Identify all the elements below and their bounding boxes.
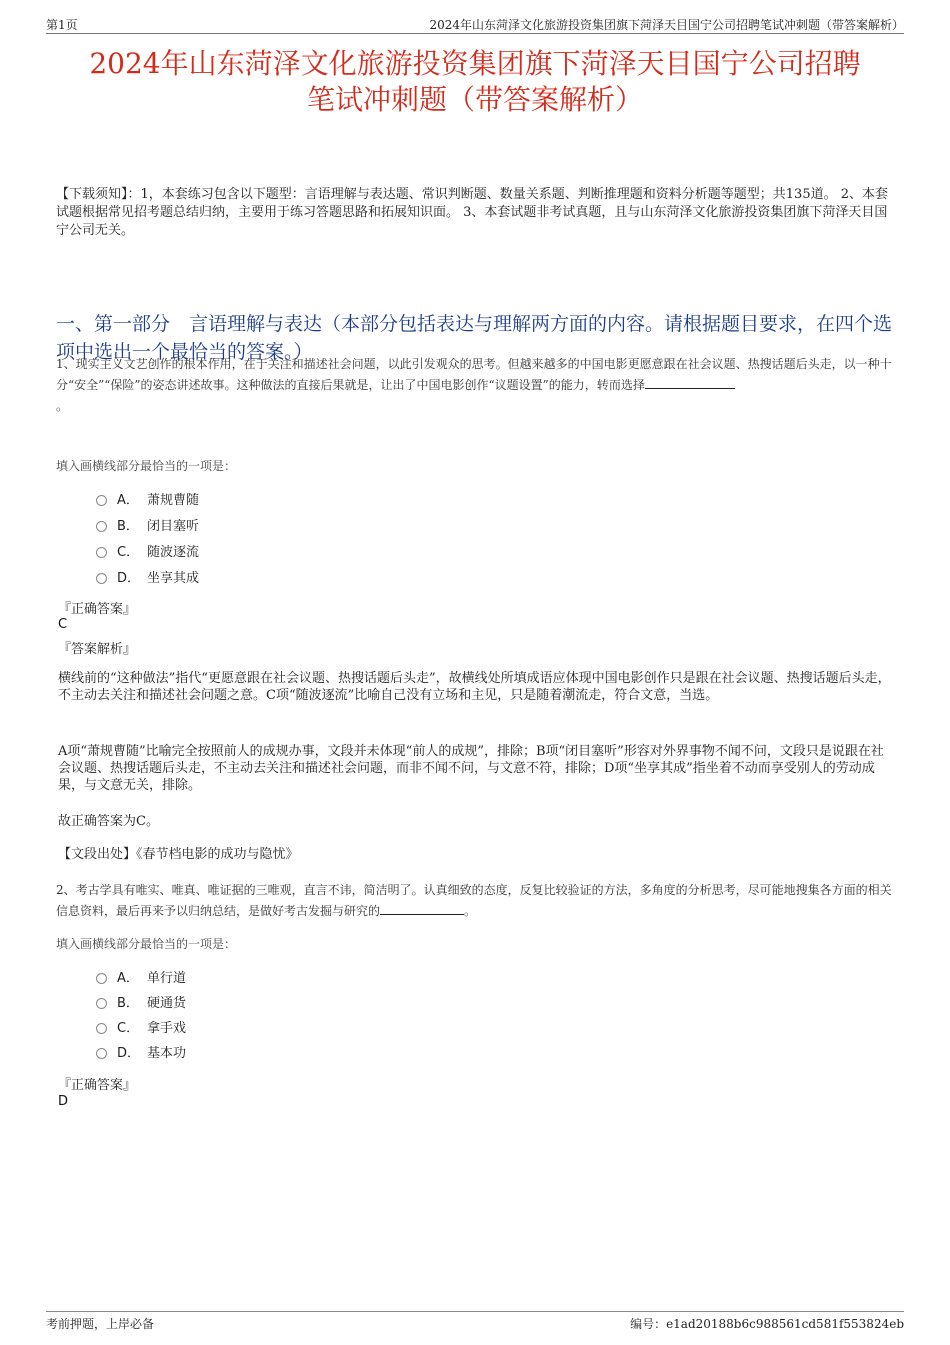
radio-icon[interactable]: [96, 495, 107, 506]
radio-icon[interactable]: [96, 998, 107, 1009]
analysis-paragraph-1: 横线前的“这种做法”指代“更愿意跟在社会议题、热搜话题后头走”，故横线处所填成语应体现中国电影创作只是跟在社会议题、热搜话题后头走，不主动去关注和描述社会问题之意。C项“随波逐流”比喻自己没有立场和主见，只是随着潮流走，符合文意，当选。: [58, 671, 891, 703]
question-2-options: [96, 969, 186, 1064]
question-2-tail: 。: [464, 904, 477, 918]
footer-slogan: 考前押题，上岸必备: [46, 1317, 155, 1331]
radio-icon[interactable]: [96, 521, 107, 532]
option-b[interactable]: B． 硬通货: [96, 994, 186, 1014]
answer-blank: [380, 902, 464, 915]
radio-icon[interactable]: [96, 973, 107, 984]
question-1-prompt: 填入画横线部分最恰当的一项是：: [56, 459, 237, 473]
option-c[interactable]: C． 拿手戏: [96, 1019, 186, 1039]
correct-answer-label: 『正确答案』: [58, 1078, 137, 1093]
question-2-text: [56, 880, 898, 922]
question-2-stem: 2、考古学具有唯实、唯真、唯证据的三唯观，直言不讳，简洁明了。认真细致的态度，反复比较验证的方法，多角度的分析思考，尽可能地搜集各方面的相关信息资料，最后再来予以归纳总结，是做好考古发掘与研究的: [56, 883, 892, 918]
analysis-paragraph-2: A项“萧规曹随”比喻完全按照前人的成规办事，文段并未体现“前人的成规”，排除；B项“闭目塞听”形容对外界事物不闻不问，文段只是说跟在社会议题、热搜话题后头走，不主动去关注和描述社会问题，而非不闻不问，与文意不符，排除；D项“坐享其成”指坐着不动而享受别人的劳动成果，与文意无关，排除。: [58, 744, 884, 793]
question-1-stem: 1、现实主义文艺创作的根本作用，在于关注和描述社会问题，以此引发观众的思考。但越来越多的中国电影更愿意跟在社会议题、热搜话题后头走，以一种十分“安全”“保险”的姿态讲述故事。这种做法的直接后果就是，让出了中国电影创作“议题设置”的能力，转而选择: [56, 357, 892, 392]
answer-blank: [645, 376, 735, 389]
option-a[interactable]: A． 单行道: [96, 969, 186, 989]
analysis-label: 『答案解析』: [58, 642, 137, 657]
question-1-tail: 。: [56, 399, 69, 413]
analysis-conclusion: 故正确答案为C。: [58, 814, 159, 829]
download-notice: 【下载须知】：1，本套练习包含以下题型：言语理解与表达题、常识判断题、数量关系题、判断推理题和资料分析题等题型；共135道。 2、本套试题根据常见招考题总结归纳，主要用于练习答题思路和拓展知识面。 3、本套试题非考试真题，且与山东菏泽文化旅游投资集团旗下菏泽天目国宁公司无关。: [56, 187, 888, 238]
title-line-2: 笔试冲刺题（带答案解析）: [306, 83, 643, 116]
question-1-options: [96, 491, 199, 589]
option-c[interactable]: C． 随波逐流: [96, 543, 199, 563]
footer-divider: [46, 1311, 904, 1312]
radio-icon[interactable]: [96, 1023, 107, 1034]
header-divider: [46, 33, 904, 34]
option-b[interactable]: B． 闭目塞听: [96, 517, 199, 537]
correct-answer-label: 『正确答案』: [58, 602, 137, 617]
correct-answer: C: [58, 617, 68, 632]
correct-answer: D: [58, 1094, 69, 1109]
option-a[interactable]: A． 萧规曹随: [96, 491, 199, 511]
radio-icon[interactable]: [96, 547, 107, 558]
question-1-text: [56, 354, 898, 417]
title-line-1: 2024年山东菏泽文化旅游投资集团旗下菏泽天目国宁公司招聘: [89, 47, 861, 80]
source-citation: 【文段出处】《春节档电影的成功与隐忧》: [58, 847, 299, 862]
question-2-prompt: 填入画横线部分最恰当的一项是：: [56, 937, 237, 951]
radio-icon[interactable]: [96, 573, 107, 584]
page-number: 第1页: [46, 18, 78, 32]
option-d[interactable]: D． 基本功: [96, 1044, 186, 1064]
section-heading: 一、第一部分 言语理解与表达（本部分包括表达与理解两方面的内容。请根据题目要求，在四个选项中选出一个最恰当的答案。）: [56, 313, 893, 363]
radio-icon[interactable]: [96, 1048, 107, 1059]
option-d[interactable]: D． 坐享其成: [96, 569, 199, 589]
document-title: [46, 46, 904, 118]
running-title: 2024年山东菏泽文化旅游投资集团旗下菏泽天目国宁公司招聘笔试冲刺题（带答案解析）: [429, 18, 904, 32]
document-id: 编号：e1ad20188b6c988561cd581f553824eb: [630, 1317, 904, 1331]
